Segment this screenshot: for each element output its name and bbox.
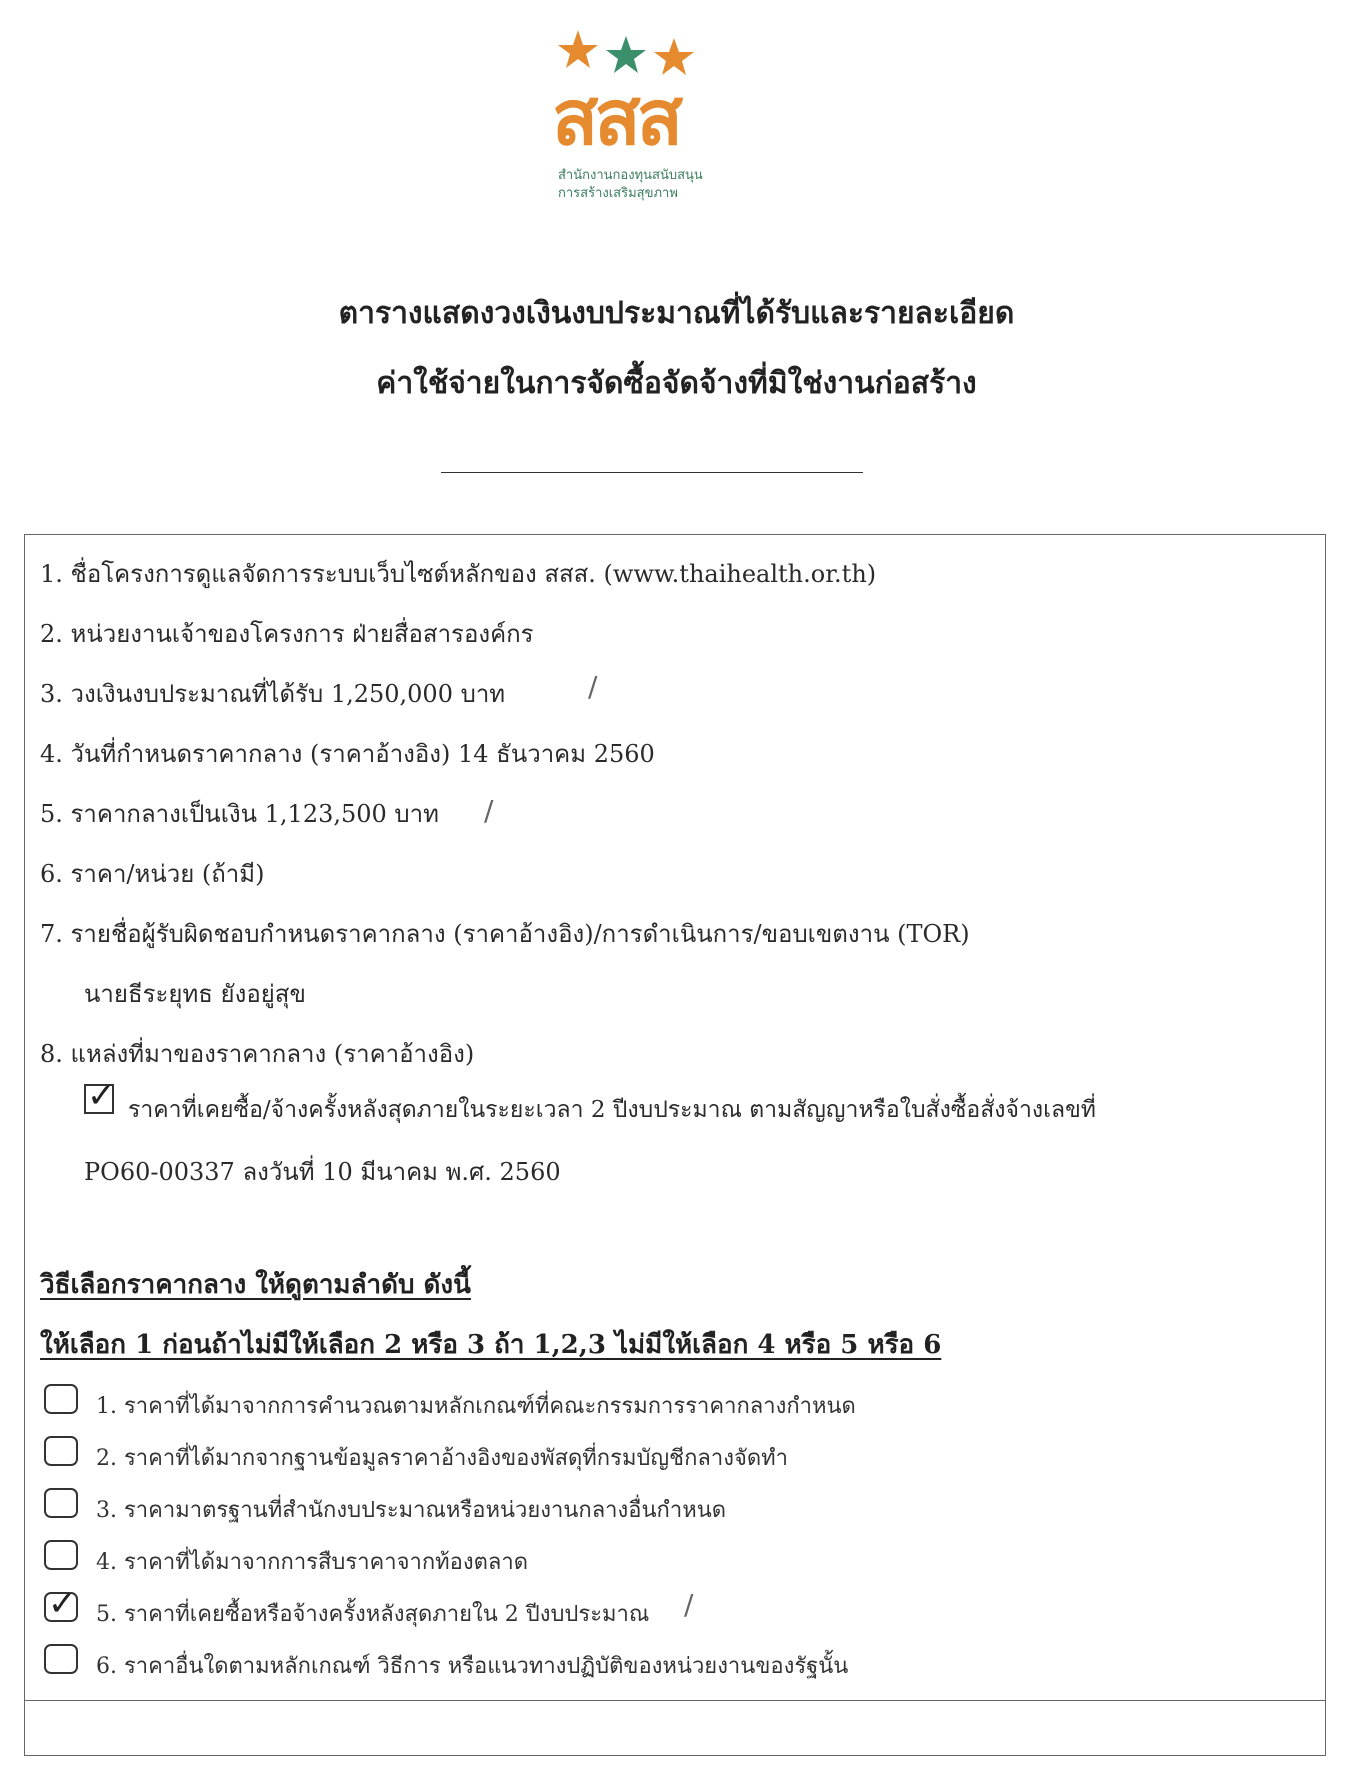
method-option (44, 1384, 1304, 1418)
option-label: 5. ราคาที่เคยซื้อหรือจ้างครั้งหลังสุดภายใน 2 ปีงบประมาณ (96, 1602, 650, 1627)
option-label: 1. ราคาที่ได้มาจากการคำนวณตามหลักเกณฑ์ที่คณะกรรมการราคากลางกำหนด (96, 1394, 856, 1419)
item-5-median-price: 5. ราคากลางเป็นเงิน 1,123,500 บาท (40, 800, 439, 828)
item-2-owner-unit: 2. หน่วยงานเจ้าของโครงการ ฝ่ายสื่อสารองค์กร (40, 620, 534, 648)
document-title-line2: ค่าใช้จ่ายในการจัดซื้อจัดจ้างที่มิใช่งานก่อสร้าง (376, 366, 977, 401)
option-checkbox[interactable] (44, 1384, 78, 1414)
method-option (44, 1584, 1304, 1627)
price-source-checkbox[interactable] (84, 1076, 116, 1116)
method-option (44, 1488, 1304, 1522)
item-7-responsible: 7. รายชื่อผู้รับผิดชอบกำหนดราคากลาง (ราคาอ้างอิง)/การดำเนินการ/ขอบเขตงาน (TOR) (40, 920, 970, 948)
item-7-responsible-name: นายธีระยุทธ ยังอยู่สุข (84, 980, 306, 1008)
item-8-checked-source: ราคาที่เคยซื้อ/จ้างครั้งหลังสุดภายในระยะเวลา 2 ปีงบประมาณ ตามสัญญาหรือใบสั่งซื้อสั่งจ้างเลขที่ (128, 1097, 1096, 1123)
thaihealth-logo (548, 28, 768, 208)
item-3-budget: 3. วงเงินงบประมาณที่ได้รับ 1,250,000 บาท (40, 680, 506, 708)
item-4-reference-date: 4. วันที่กำหนดราคากลาง (ราคาอ้างอิง) 14 ธันวาคม 2560 (40, 740, 655, 768)
option-checkbox[interactable] (44, 1584, 78, 1624)
method-heading: วิธีเลือกราคากลาง ให้ดูตามลำดับ ดังนี้ (40, 1270, 471, 1300)
option-checkbox[interactable] (44, 1540, 78, 1570)
handwritten-tick-mark: / (588, 670, 598, 703)
option-checkbox[interactable] (44, 1436, 78, 1466)
option-label: 3. ราคามาตรฐานที่สำนักงบประมาณหรือหน่วยงานกลางอื่นกำหนด (96, 1498, 727, 1523)
option-label: 4. ราคาที่ได้มาจากการสืบราคาจากท้องตลาด (96, 1550, 529, 1575)
item-1-project-name: 1. ชื่อโครงการดูแลจัดการระบบเว็บไซต์หลักของ สสส. (www.thaihealth.or.th) (40, 560, 877, 588)
logo-subtitle-2: การสร้างเสริมสุขภาพ (558, 186, 678, 201)
option-checkbox[interactable] (44, 1488, 78, 1518)
checkmark-icon: ✓ (87, 1076, 116, 1116)
method-option (44, 1540, 1304, 1574)
document-title-line1: ตารางแสดงวงเงินงบประมาณที่ได้รับและรายละเอียด (338, 296, 1015, 331)
logo-wordmark: สสส (552, 73, 680, 162)
title-divider (441, 472, 863, 473)
box-bottom-divider (24, 1700, 1326, 1701)
item-8-price-source: 8. แหล่งที่มาของราคากลาง (ราคาอ้างอิง) (40, 1040, 475, 1068)
option-checkbox[interactable] (44, 1644, 78, 1674)
method-option (44, 1644, 1304, 1678)
handwritten-tick-mark: / (684, 1588, 694, 1621)
option-label: 2. ราคาที่ได้มากจากฐานข้อมูลราคาอ้างอิงของพัสดุที่กรมบัญชีกลางจัดทำ (96, 1446, 789, 1471)
handwritten-tick-mark: / (484, 794, 494, 827)
item-6-unit-price: 6. ราคา/หน่วย (ถ้ามี) (40, 860, 265, 888)
option-label: 6. ราคาอื่นใดตามหลักเกณฑ์ วิธีการ หรือแนวทางปฏิบัติของหน่วยงานของรัฐนั้น (96, 1654, 849, 1679)
method-instruction: ให้เลือก 1 ก่อนถ้าไม่มีให้เลือก 2 หรือ 3 ถ้า 1,2,3 ไม่มีให้เลือก 4 หรือ 5 หรือ 6 (40, 1330, 942, 1360)
checkmark-icon: ✓ (48, 1584, 77, 1624)
method-option (44, 1436, 1304, 1470)
item-8-purchase-order-ref: PO60-00337 ลงวันที่ 10 มีนาคม พ.ศ. 2560 (84, 1158, 561, 1186)
logo-subtitle-1: สำนักงานกองทุนสนับสนุน (558, 168, 703, 183)
